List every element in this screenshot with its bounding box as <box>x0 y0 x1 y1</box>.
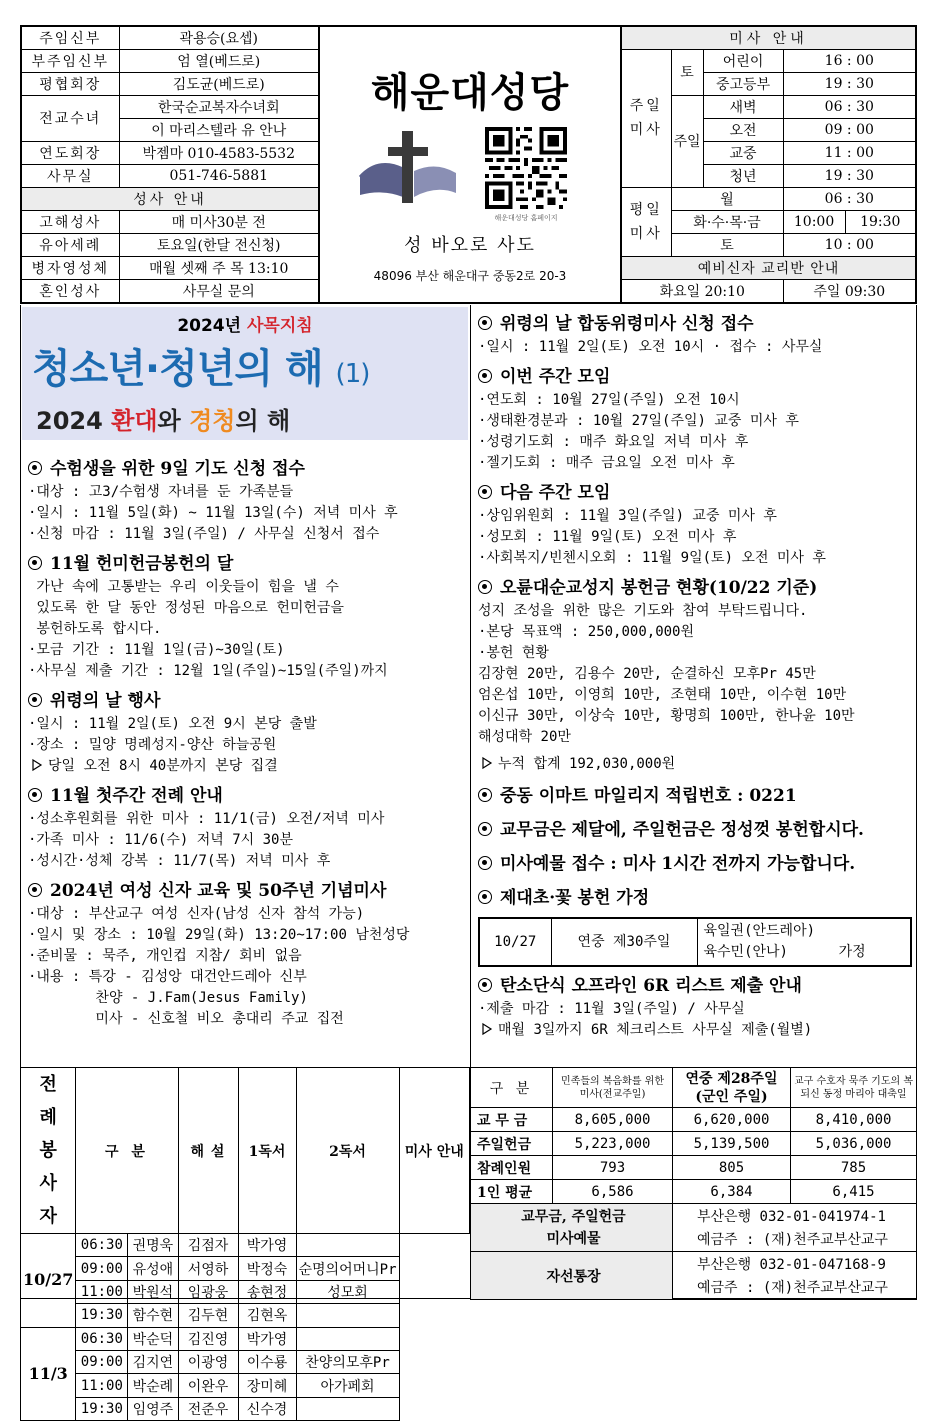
table-row <box>21 1397 470 1420</box>
mass-name: 교중 <box>703 141 783 164</box>
notice-line-text: 매월 3일까지 6R 체크리스트 사무실 제출(월별) <box>498 1022 813 1038</box>
sacrament-label: 고해성사 <box>21 211 119 234</box>
servers-header: 해 설 <box>178 1068 238 1234</box>
table-row <box>21 1350 470 1373</box>
bullet-circle-icon <box>28 883 42 897</box>
notice-title-text: 탄소단식 오프라인 6R 리스트 제출 안내 <box>500 976 802 996</box>
bullet-circle-icon <box>478 316 492 330</box>
notice-block <box>28 551 468 682</box>
server-cell: 11:00 <box>76 1280 128 1303</box>
notice-title-text: 위령의 날 행사 <box>50 691 161 711</box>
servers-side-label <box>21 1068 76 1234</box>
bullet-circle-icon <box>28 556 42 570</box>
server-cell <box>296 1327 399 1350</box>
servers-header: 미사 안내 <box>399 1068 469 1234</box>
notice-block <box>478 885 914 911</box>
sacrament-label: 병자영성체 <box>21 257 119 280</box>
server-cell: 이광영 <box>178 1350 238 1373</box>
bullet-circle-icon <box>478 580 492 594</box>
bullet-circle-icon <box>28 693 42 707</box>
catechumen-header: 예비신자 교리반 안내 <box>621 257 916 280</box>
info-label: 부주임신부 <box>21 49 119 72</box>
server-cell: 임영주 <box>128 1397 178 1420</box>
flower-family-2-text: 육수민(안나) <box>703 944 788 960</box>
table-row <box>21 1234 470 1257</box>
bank-account: 부산은행 032-01-041974-1 <box>673 1204 917 1228</box>
server-cell: 09:00 <box>76 1257 128 1280</box>
notice-line: ·일시 : 11월 5일(화) ~ 11월 13일(수) 저녁 미사 후 <box>28 505 398 521</box>
notice-line: ·일시 및 장소 : 10월 29일(화) 13:20~17:00 남천성당 <box>28 927 410 943</box>
finance-table <box>470 1067 917 1300</box>
server-cell: 09:00 <box>76 1350 128 1373</box>
mass-time: 19:30 <box>845 211 916 234</box>
notice-title <box>478 885 914 911</box>
bank-account: 부산은행 032-01-047168-9 <box>673 1252 917 1276</box>
table-row <box>471 1156 917 1180</box>
notice-line: ·제출 마감 : 11월 3일(주일) / 사무실 <box>478 1001 745 1017</box>
banner-sub-year: 2024 <box>36 407 103 435</box>
server-cell: 유성애 <box>128 1257 178 1280</box>
banner-sub-orange: 경청 <box>189 407 236 435</box>
mass-name: 어린이 <box>703 49 783 72</box>
server-cell <box>296 1304 399 1327</box>
info-label: 사무실 <box>21 164 119 187</box>
server-cell: 서영하 <box>178 1257 238 1280</box>
mass-time: 06 : 30 <box>783 95 916 118</box>
servers-header: 2독서 <box>296 1068 399 1234</box>
notice-block <box>478 575 914 775</box>
notice-line: ·생태환경분과 : 10월 27일(주일) 교중 미사 후 <box>478 413 799 429</box>
server-cell: 06:30 <box>76 1234 128 1257</box>
notice-title <box>478 575 914 601</box>
mass-time: 19 : 30 <box>783 164 916 187</box>
finance-cell: 785 <box>791 1156 917 1180</box>
notice-title-text: 2024년 여성 신자 교육 및 50주년 기념미사 <box>50 881 387 901</box>
bank-holder: 예금주 : (재)천주교부산교구 <box>673 1276 917 1300</box>
notice-block <box>28 783 468 872</box>
triangle-right-icon <box>32 759 42 771</box>
liturgy-servers-table <box>20 1067 470 1421</box>
info-value: 김도균(베드로) <box>119 72 319 95</box>
info-value: 한국순교복자수녀회 <box>119 95 319 118</box>
finance-cell: 6,620,000 <box>673 1108 791 1132</box>
banner-top-text: 사목지침 <box>246 316 313 336</box>
bank2-label: 자선통장 <box>471 1252 673 1300</box>
server-cell: 박순덕 <box>128 1327 178 1350</box>
notice-line: 해성대학 20만 <box>478 729 571 745</box>
notice-line: ·젤기도회 : 매주 금요일 오전 미사 후 <box>478 455 735 471</box>
church-header <box>320 25 620 304</box>
catechumen-time: 화요일 20:10 <box>621 280 783 303</box>
finance-cell: 805 <box>673 1156 791 1180</box>
column-divider <box>470 305 471 1067</box>
server-date: 10/27 <box>21 1234 76 1328</box>
server-cell: 아가페회 <box>296 1374 399 1397</box>
church-logo-icon <box>358 127 458 207</box>
banner-main <box>32 337 369 394</box>
banner-top <box>22 311 468 336</box>
notice-line <box>28 756 468 777</box>
triangle-right-icon <box>482 1023 492 1035</box>
notice-line: 김장현 20만, 김용수 20만, 순결하신 모후Pr 45만 <box>478 666 816 682</box>
table-row <box>21 1280 470 1303</box>
finance-cell: 6,415 <box>791 1180 917 1204</box>
servers-header: 구 분 <box>76 1068 178 1234</box>
mass-time: 10:00 <box>783 211 845 234</box>
table-row <box>471 1180 917 1204</box>
notice-title <box>478 817 914 843</box>
banner-sub-end: 의 해 <box>235 407 291 435</box>
bank1-label <box>471 1204 673 1252</box>
notice-title <box>478 973 914 999</box>
notice-title <box>478 364 914 390</box>
notice-line: 봉헌하도록 합시다. <box>28 621 162 637</box>
notice-line: ·모금 기간 : 11월 1일(금)~30일(토) <box>28 642 285 658</box>
notice-block <box>478 973 914 1041</box>
notice-line <box>478 1020 914 1041</box>
notice-title-text: 위령의 날 합동위령미사 신청 접수 <box>500 314 754 334</box>
server-cell: 이수룡 <box>238 1350 296 1373</box>
sacrament-value: 매 미사30분 전 <box>119 211 319 234</box>
server-cell: 박순례 <box>128 1374 178 1397</box>
mass-header: 미사 안내 <box>621 26 916 49</box>
flower-family-2 <box>704 942 909 963</box>
notice-line: 엄온섭 10만, 이영희 10만, 조현태 10만, 이수현 10만 <box>478 687 847 703</box>
notice-line: ·상임위원회 : 11월 3일(주일) 교중 미사 후 <box>478 508 777 524</box>
notice-block <box>28 688 468 777</box>
notice-line: 가난 속에 고통받는 우리 이웃들이 힘을 낼 수 <box>28 579 339 595</box>
mass-time: 16 : 00 <box>783 49 916 72</box>
bullet-circle-icon <box>478 822 492 836</box>
notice-block <box>28 456 468 545</box>
server-cell: 김현옥 <box>238 1304 296 1327</box>
finance-cell: 5,139,500 <box>673 1132 791 1156</box>
notice-title-text: 오륜대순교성지 봉헌금 현황(10/22 기준) <box>500 578 818 598</box>
notice-block <box>478 311 914 358</box>
notice-line: 이신규 30만, 이상숙 10만, 황명희 100만, 한나윤 10만 <box>478 708 855 724</box>
server-date: 11/3 <box>21 1327 76 1421</box>
finance-cell: 5,036,000 <box>791 1132 917 1156</box>
bank1-label-line: 미사예물 <box>546 1230 601 1247</box>
info-value: 이 마리스텔라 유 안나 <box>119 118 319 141</box>
server-cell: 19:30 <box>76 1397 128 1420</box>
server-cell: 김진영 <box>178 1327 238 1350</box>
bank-holder: 예금주 : (재)천주교부산교구 <box>673 1228 917 1252</box>
finance-col-header: 민족들의 복음화를 위한 미사(전교주일) <box>553 1068 673 1108</box>
server-cell: 박정숙 <box>238 1257 296 1280</box>
finance-cell: 8,410,000 <box>791 1108 917 1132</box>
table-row <box>21 1257 470 1280</box>
server-cell: 박원석 <box>128 1280 178 1303</box>
bullet-circle-icon <box>478 890 492 904</box>
notice-title <box>28 783 468 809</box>
finance-row-label: 참례인원 <box>471 1156 553 1180</box>
left-notices <box>28 450 468 1030</box>
server-cell: 찬양의모후Pr <box>296 1350 399 1373</box>
saturday-label: 토 <box>671 49 703 95</box>
weekday-mass-label: 평일미사 <box>621 188 671 257</box>
notice-title <box>478 311 914 337</box>
notice-line: ·신청 마감 : 11월 3일(주일) / 사무실 신청서 접수 <box>28 526 380 542</box>
server-cell: 박가영 <box>238 1327 296 1350</box>
finance-header: 구 분 <box>471 1068 553 1108</box>
notice-title-text: 이번 주간 모임 <box>500 367 611 387</box>
notice-title-text: 미사예물 접수 : 미사 1시간 전까지 가능합니다. <box>500 854 856 874</box>
flower-family-1: 육일권(안드레아) <box>703 923 816 939</box>
notice-block <box>478 364 914 474</box>
notice-title <box>28 878 468 904</box>
table-row <box>21 1327 470 1350</box>
church-address: 48096 부산 해운대구 중동2로 20-3 <box>373 269 567 283</box>
notice-line: ·일시 : 11월 2일(토) 오전 10시 · 접수 : 사무실 <box>478 339 823 355</box>
info-label: 평협회장 <box>21 72 119 95</box>
altar-flower-table <box>478 917 912 967</box>
notice-line: ·본당 목표액 : 250,000,000원 <box>478 624 695 640</box>
server-cell: 송현정 <box>238 1280 296 1303</box>
notice-line: ·성시간·성체 강복 : 11/7(목) 저녁 미사 후 <box>28 853 331 869</box>
notice-block <box>478 480 914 569</box>
sacrament-value: 매월 셋째 주 목 13:10 <box>119 257 319 280</box>
server-cell <box>296 1397 399 1420</box>
notice-line <box>478 754 914 775</box>
server-cell: 이완우 <box>178 1374 238 1397</box>
banner-sub <box>36 401 290 436</box>
bullet-circle-icon <box>478 485 492 499</box>
server-cell: 김두현 <box>178 1304 238 1327</box>
weekday-name: 화·수·목·금 <box>671 211 783 234</box>
sacrament-label: 유아세례 <box>21 234 119 257</box>
mass-name: 오전 <box>703 118 783 141</box>
weekday-name: 토 <box>671 234 783 257</box>
notice-line: ·성령기도회 : 매주 화요일 저녁 미사 후 <box>478 434 749 450</box>
notice-line: ·대상 : 부산교구 여성 신자(남성 신자 참석 가능) <box>28 906 365 922</box>
notice-line: ·성소후원회를 위한 미사 : 11/1(금) 오전/저녁 미사 <box>28 811 385 827</box>
mass-time: 11 : 00 <box>783 141 916 164</box>
flower-family <box>697 918 911 966</box>
server-cell: 순명의어머니Pr <box>296 1257 399 1280</box>
notice-line: ·사무실 제출 기간 : 12월 1일(주일)~15일(주일)까지 <box>28 663 388 679</box>
finance-cell: 6,586 <box>553 1180 673 1204</box>
mass-schedule-table <box>620 25 917 304</box>
notice-title-text: 수험생을 위한 9일 기도 신청 접수 <box>50 459 305 479</box>
mass-time: 19 : 30 <box>783 72 916 95</box>
banner-year: 2024년 <box>177 316 242 336</box>
server-cell: 신수경 <box>238 1397 296 1420</box>
mass-time: 10 : 00 <box>783 234 916 257</box>
notice-title <box>478 851 914 877</box>
banner-main-num: (1) <box>335 359 370 389</box>
notice-title <box>28 456 468 482</box>
banner-sub-mid: 와 <box>157 407 181 435</box>
server-cell: 김지연 <box>128 1350 178 1373</box>
qr-code-icon[interactable] <box>485 127 567 209</box>
finance-cell: 793 <box>553 1156 673 1180</box>
sunday-label: 주일 <box>671 95 703 187</box>
catechumen-time: 주일 09:30 <box>783 280 916 303</box>
patron-saint: 성 바오로 사도 <box>404 235 536 256</box>
notice-line: ·성모회 : 11월 9일(토) 오전 미사 후 <box>478 529 737 545</box>
notice-line: ·장소 : 밀양 명례성지-양산 하늘공원 <box>28 737 277 753</box>
flower-suffix: 가정 <box>838 944 866 960</box>
notice-block <box>28 878 468 1030</box>
flower-date: 10/27 <box>479 918 551 966</box>
mass-name: 중고등부 <box>703 72 783 95</box>
bullet-circle-icon <box>478 369 492 383</box>
notice-title <box>478 480 914 506</box>
banner-main-text: 청소년·청년의 해 <box>32 346 323 392</box>
server-cell: 임광웅 <box>178 1280 238 1303</box>
bullet-circle-icon <box>478 788 492 802</box>
finance-col-header: 교구 수호자 묵주 기도의 복되신 동정 마리아 대축일 <box>791 1068 917 1108</box>
server-cell: 19:30 <box>76 1304 128 1327</box>
notice-block <box>478 783 914 809</box>
server-cell: 06:30 <box>76 1327 128 1350</box>
mass-name: 새벽 <box>703 95 783 118</box>
server-cell: 전준우 <box>178 1397 238 1420</box>
notice-line: 찬양 - J.Fam(Jesus Family) <box>28 990 308 1006</box>
table-row <box>471 1132 917 1156</box>
parish-info-table <box>20 25 320 304</box>
server-cell <box>296 1234 399 1257</box>
notice-title <box>28 688 468 714</box>
bullet-circle-icon <box>478 978 492 992</box>
finance-col-header: 연중 제28주일 (군인 주일) <box>673 1068 791 1108</box>
notice-line: ·대상 : 고3/수험생 자녀를 둔 가족분들 <box>28 484 294 500</box>
right-notices <box>478 305 914 1041</box>
notice-line: ·연도회 : 10월 27일(주일) 오전 10시 <box>478 392 740 408</box>
bullet-circle-icon <box>28 788 42 802</box>
sunday-mass-label: 주일미사 <box>621 49 671 187</box>
notice-line: 성지 조성을 위한 많은 기도와 참여 부탁드립니다. <box>478 603 808 619</box>
finance-cell: 8,605,000 <box>553 1108 673 1132</box>
info-value: 엄 열(베드로) <box>119 49 319 72</box>
info-label: 주임신부 <box>21 26 119 49</box>
notice-line: ·일시 : 11월 2일(토) 오전 9시 본당 출발 <box>28 716 317 732</box>
table-row <box>21 1304 470 1327</box>
notice-line: ·내용 : 특강 - 김성앙 대건안드레아 신부 <box>28 969 307 985</box>
info-value: 051-746-5881 <box>119 164 319 187</box>
finance-cell: 6,384 <box>673 1180 791 1204</box>
mass-name: 청년 <box>703 164 783 187</box>
info-value: 곽용승(요셉) <box>119 26 319 49</box>
server-cell: 함수현 <box>128 1304 178 1327</box>
notice-block <box>478 817 914 843</box>
notice-line: ·봉헌 현황 <box>478 645 549 661</box>
notice-line-text: 당일 오전 8시 40분까지 본당 집결 <box>48 758 278 774</box>
flower-week: 연중 제30주일 <box>551 918 697 966</box>
bullet-circle-icon <box>28 461 42 475</box>
info-label: 전교수녀 <box>21 95 119 141</box>
finance-row-label: 1인 평균 <box>471 1180 553 1204</box>
info-value: 박젬마 010-4583-5532 <box>119 141 319 164</box>
bullet-circle-icon <box>478 856 492 870</box>
mass-time: 09 : 00 <box>783 118 916 141</box>
banner-sub-red: 환대 <box>111 407 158 435</box>
triangle-right-icon <box>482 757 492 769</box>
server-cell: 박가영 <box>238 1234 296 1257</box>
notice-title-text: 교무금은 제달에, 주일헌금은 정성껏 봉헌합시다. <box>500 820 864 840</box>
table-row <box>21 1374 470 1397</box>
server-cell: 11:00 <box>76 1374 128 1397</box>
sacrament-label: 혼인성사 <box>21 280 119 303</box>
qr-caption: 해운대성당 홈페이지 <box>494 214 558 222</box>
notice-title-text: 11월 헌미헌금봉헌의 달 <box>50 554 234 574</box>
sacrament-header: 성사 안내 <box>21 188 319 211</box>
notice-title-text: 다음 주간 모임 <box>500 483 611 503</box>
info-label: 연도회장 <box>21 141 119 164</box>
server-cell: 성모회 <box>296 1280 399 1303</box>
notice-line: 있도록 한 달 동안 정성된 마음으로 헌미헌금을 <box>28 600 344 616</box>
notice-line: ·가족 미사 : 11/6(수) 저녁 7시 30분 <box>28 832 294 848</box>
servers-side-text: 전례봉사자 <box>39 1074 57 1227</box>
mass-time: 06 : 30 <box>783 188 916 211</box>
notice-title-text: 중동 이마트 마일리지 적립번호 : 0221 <box>500 786 797 806</box>
sacrament-value: 사무실 문의 <box>119 280 319 303</box>
notice-title-text: 11월 첫주간 전례 안내 <box>50 786 223 806</box>
bank1-label-line: 교무금, 주일헌금 <box>521 1208 626 1225</box>
server-cell: 장미혜 <box>238 1374 296 1397</box>
sacrament-value: 토요일(한달 전신청) <box>119 234 319 257</box>
finance-row-label: 주일헌금 <box>471 1132 553 1156</box>
server-cell: 김점자 <box>178 1234 238 1257</box>
notice-title-text: 제대초·꽃 봉헌 가정 <box>500 888 650 908</box>
weekday-name: 월 <box>671 188 783 211</box>
server-cell: 권명욱 <box>128 1234 178 1257</box>
pastoral-banner <box>22 307 468 440</box>
notice-line: 미사 - 신호철 비오 총대리 주교 집전 <box>28 1011 344 1027</box>
notice-title <box>28 551 468 577</box>
finance-cell: 5,223,000 <box>553 1132 673 1156</box>
notice-line: ·준비물 : 묵주, 개인컵 지참/ 회비 없음 <box>28 948 302 964</box>
church-title: 해운대성당 <box>370 70 570 116</box>
notice-line: ·사회복지/빈첸시오회 : 11월 9일(토) 오전 미사 후 <box>478 550 826 566</box>
notice-title <box>478 783 914 809</box>
table-row <box>471 1108 917 1132</box>
notice-line-text: 누적 합계 192,030,000원 <box>498 756 676 772</box>
finance-row-label: 교 무 금 <box>471 1108 553 1132</box>
notice-block <box>478 851 914 877</box>
servers-header: 1독서 <box>238 1068 296 1234</box>
